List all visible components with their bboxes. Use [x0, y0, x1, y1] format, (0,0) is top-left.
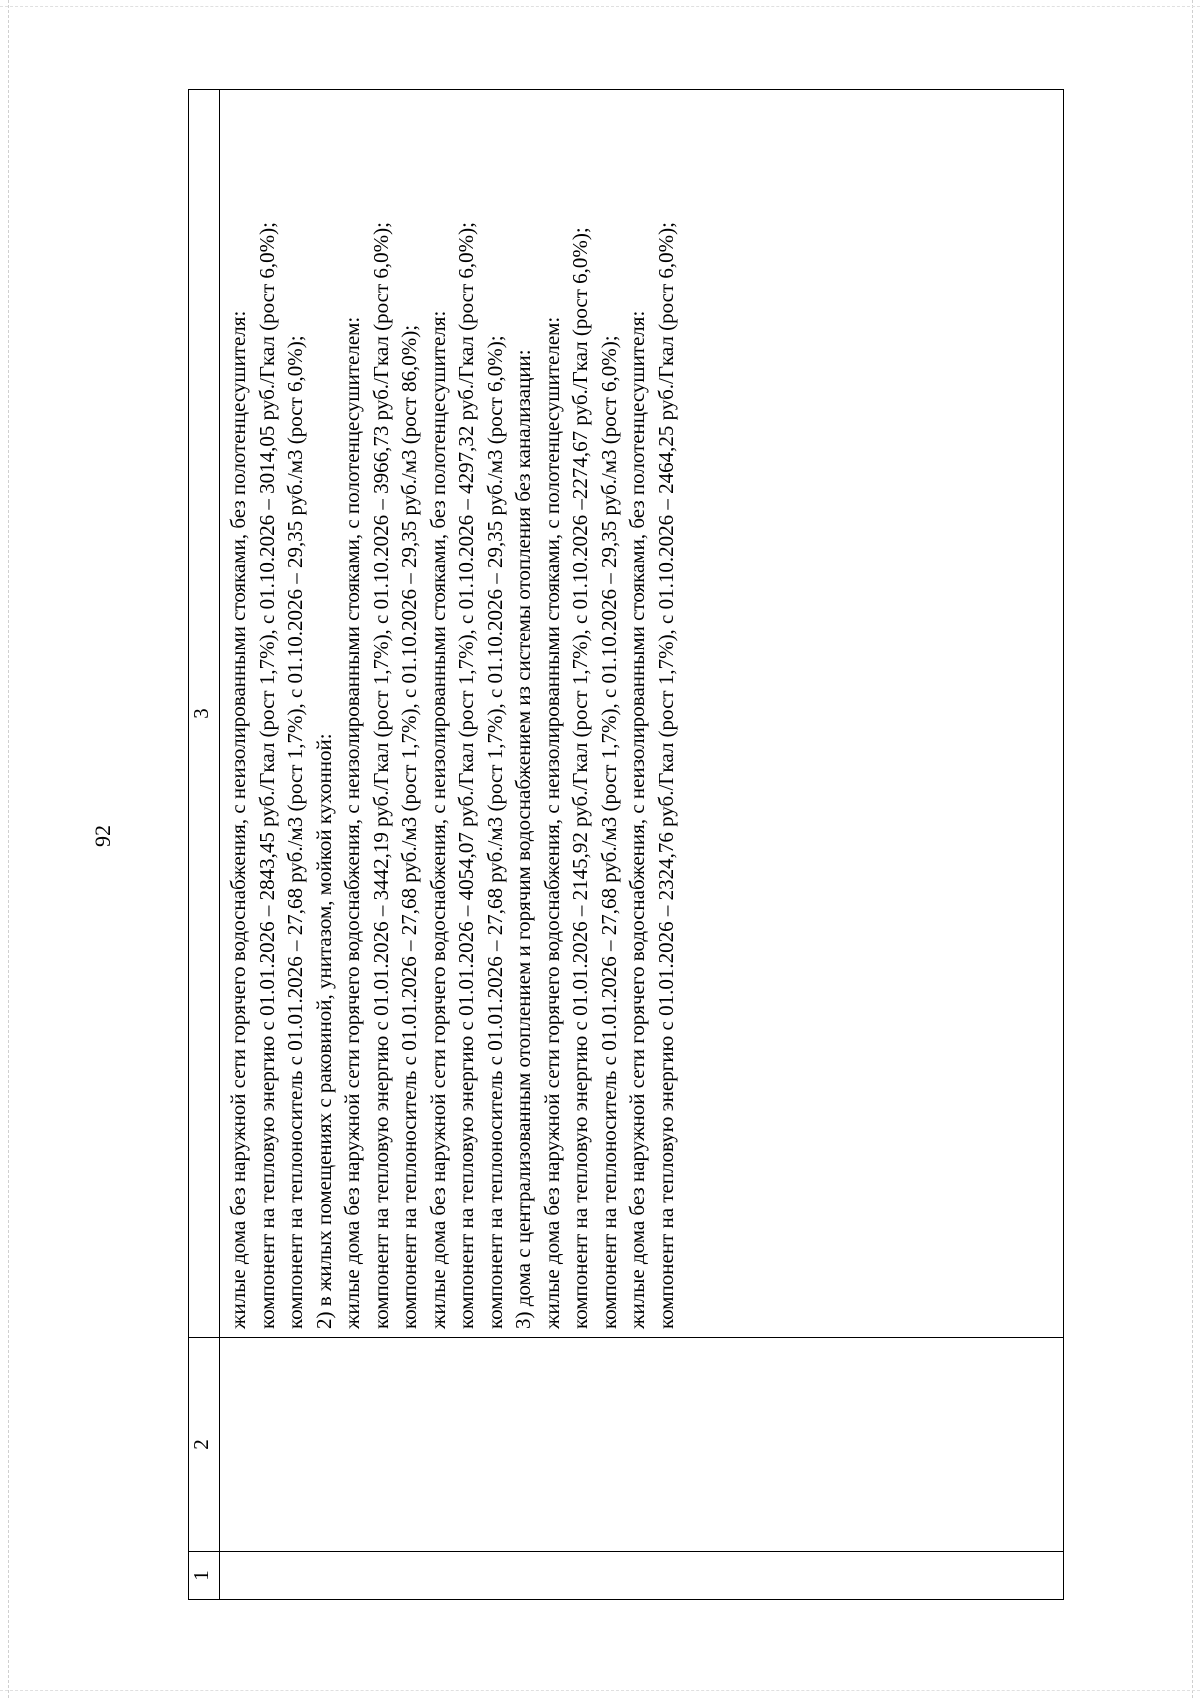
text-line: жилые дома без наружной сети горячего водоснабжения, с неизолированными стояками, с полотенцесушителем: [539, 316, 564, 1329]
text-line: компонент на теплоноситель с 01.01.2026 – 27,68 руб./м3 (рост 1,7%), с 01.10.2026 – 29,35 руб./м3 (рост 86,0%); [397, 324, 421, 1329]
text-line: компонент на тепловую энергию с 01.01.2026 – 3442,19 руб./Гкал (рост 1,7%), с 01.10.2026 – 3966,73 руб./Гкал (рост 6,0%); [368, 222, 393, 1329]
cell-col-3 [220, 90, 1064, 1338]
table-row [220, 90, 1064, 1600]
text-line: компонент на теплоноситель с 01.01.2026 – 27,68 руб./м3 (рост 1,7%), с 01.10.2026 – 29,35 руб./м3 (рост 6,0%); [482, 335, 507, 1329]
text-line: 3) дома с централизованным отоплением и горячим водоснабжением из системы отопления без канализации: [511, 349, 535, 1329]
text-line: компонент на тепловую энергию с 01.01.2026 – 2145,92 руб./Гкал (рост 1,7%), с 01.10.2026 –2274,67 руб./Гкал (рост 6,0%); [568, 227, 592, 1329]
header-cell-3: 3 [189, 90, 220, 1338]
page-number: 92 [90, 825, 115, 847]
cell-col-1 [220, 1552, 1064, 1600]
scan-edge-right [1192, 0, 1193, 1698]
scan-edge-bottom [0, 1690, 1200, 1691]
tariff-text [220, 90, 680, 1337]
text-line: компонент на тепловую энергию с 01.01.2026 – 2843,45 руб./Гкал (рост 1,7%), с 01.10.2026 – 3014,05 руб./Гкал (рост 6,0%); [254, 222, 279, 1329]
text-line: жилые дома без наружной сети горячего водоснабжения, с неизолированными стояками, без полотенцесушителя: [226, 310, 250, 1329]
tariff-table [188, 89, 1064, 1600]
scan-edge-left [8, 0, 9, 1698]
header-cell-1: 1 [189, 1552, 220, 1600]
text-line: 2) в жилых помещениях с раковиной, унитазом, мойкой кухонной: [311, 733, 336, 1329]
rotated-table-container [188, 90, 1064, 1600]
table-header-row [189, 90, 220, 1600]
header-cell-2: 2 [189, 1338, 220, 1552]
cell-col-2 [220, 1338, 1064, 1552]
text-line: компонент на теплоноситель с 01.01.2026 – 27,68 руб./м3 (рост 1,7%), с 01.10.2026 – 29,35 руб./м3 (рост 6,0%); [596, 335, 621, 1329]
text-line: компонент на тепловую энергию с 01.01.2026 – 4054,07 руб./Гкал (рост 1,7%), с 01.10.2026 – 4297,32 руб./Гкал (рост 6,0%); [454, 222, 478, 1329]
text-line: компонент на теплоноситель с 01.01.2026 – 27,68 руб./м3 (рост 1,7%), с 01.10.2026 – 29,35 руб./м3 (рост 6,0%); [283, 335, 307, 1329]
text-line: жилые дома без наружной сети горячего водоснабжения, с неизолированными стояками, без полотенцесушителя: [425, 310, 450, 1329]
text-line: компонент на тепловую энергию с 01.01.2026 – 2324,76 руб./Гкал (рост 1,7%), с 01.10.2026 – 2464,25 руб./Гкал (рост 6,0%); [653, 222, 678, 1329]
text-line: жилые дома без наружной сети горячего водоснабжения, с неизолированными стояками, с полотенцесушителем: [340, 316, 364, 1329]
scan-edge-top [0, 6, 1200, 7]
text-line: жилые дома без наружной сети горячего водоснабжения, с неизолированными стояками, без полотенцесушителя: [625, 310, 649, 1329]
